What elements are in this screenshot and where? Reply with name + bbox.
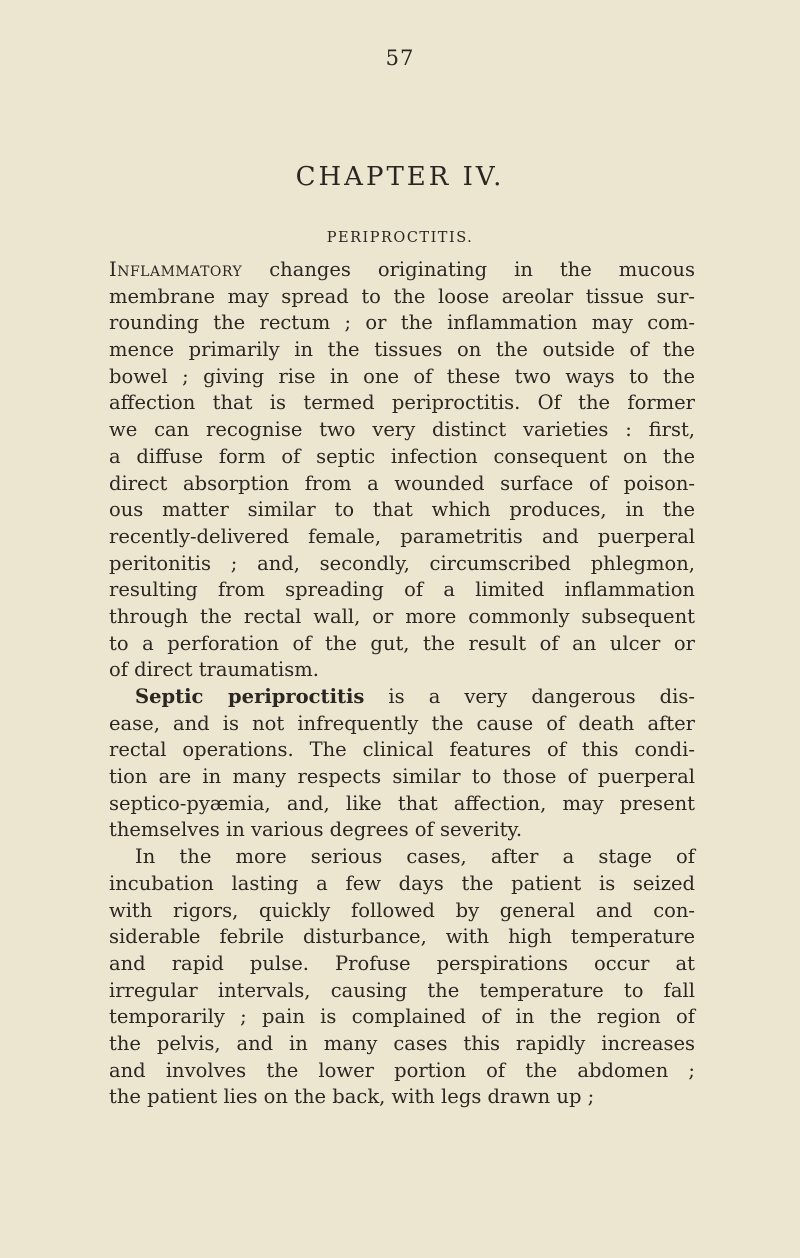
chapter-title: CHAPTER IV. — [295, 162, 505, 192]
paragraph-1-line: of direct traumatism. — [109, 658, 319, 682]
paragraph-1-line: ous matter similar to that which produces, in the — [109, 498, 695, 522]
paragraph-3-line: In the more serious cases, after a stage of — [135, 845, 695, 869]
paragraph-1-line: through the rectal wall, or more commonly subsequent — [109, 604, 695, 628]
paragraph-1-line: rounding the rectum ; or the inflammation may com- — [109, 311, 695, 335]
paragraph-1-line: peritonitis ; and, secondly, circumscribed phlegmon, — [109, 551, 695, 575]
paragraph-2-line: tion are in many respects similar to those of puerperal — [109, 765, 695, 789]
paragraph-1-line: membrane may spread to the loose areolar tissue sur- — [109, 284, 695, 308]
paragraph-1-line: resulting from spreading of a limited inflammation — [109, 578, 695, 602]
paragraph-3-line: with rigors, quickly followed by general and con- — [109, 898, 695, 922]
paragraph-3-line: siderable febrile disturbance, with high temperature — [109, 925, 695, 949]
paragraph-2-line: themselves in various degrees of severity. — [109, 818, 523, 842]
paragraph-3-line: irregular intervals, causing the temperature to fall — [109, 978, 695, 1002]
paragraph-1-line: Inflammatory changes originating in the mucous — [109, 258, 695, 281]
paragraph-3-line: the pelvis, and in many cases this rapidly increases — [109, 1031, 695, 1055]
paragraph-1-line: recently-delivered female, parametritis and puerperal — [109, 524, 695, 548]
paragraph-3-line: incubation lasting a few days the patient is seized — [109, 871, 695, 895]
paragraph-1-line: we can recognise two very distinct varieties : first, — [109, 418, 695, 442]
paragraph-3-line: the patient lies on the back, with legs drawn up ; — [109, 1085, 595, 1109]
paragraph-1-line: mence primarily in the tissues on the outside of the — [109, 338, 695, 362]
section-title: PERIPROCTITIS. — [326, 230, 474, 246]
paragraph-1-line: direct absorption from a wounded surface of poison- — [109, 471, 695, 495]
paragraph-2-line: rectal operations. The clinical features of this condi- — [109, 738, 695, 762]
lead-word: Inflammatory — [109, 258, 243, 281]
paragraph-3-line: and rapid pulse. Profuse perspirations occur at — [109, 951, 695, 975]
page-number: 57 — [385, 46, 415, 70]
paragraph-3-line: and involves the lower portion of the abdomen ; — [109, 1058, 695, 1082]
paragraph-1-line: a diffuse form of septic infection consequent on the — [109, 444, 695, 468]
body-text — [109, 257, 695, 1111]
paragraph-2-line: ease, and is not infrequently the cause of death after — [109, 711, 695, 735]
paragraph-1-line: affection that is termed periproctitis. Of the former — [109, 391, 695, 415]
paragraph-1-line: bowel ; giving rise in one of these two ways to the — [109, 364, 695, 388]
paragraph-2-line: septico-pyæmia, and, like that affection, may present — [109, 791, 695, 815]
paragraph-2-line: Septic periproctitis is a very dangerous dis- — [135, 685, 695, 708]
lead-term: Septic periproctitis — [135, 685, 365, 708]
paragraph-3-line: temporarily ; pain is complained of in the region of — [109, 1005, 695, 1029]
paragraph-1-line: to a perforation of the gut, the result of an ulcer or — [109, 631, 695, 655]
